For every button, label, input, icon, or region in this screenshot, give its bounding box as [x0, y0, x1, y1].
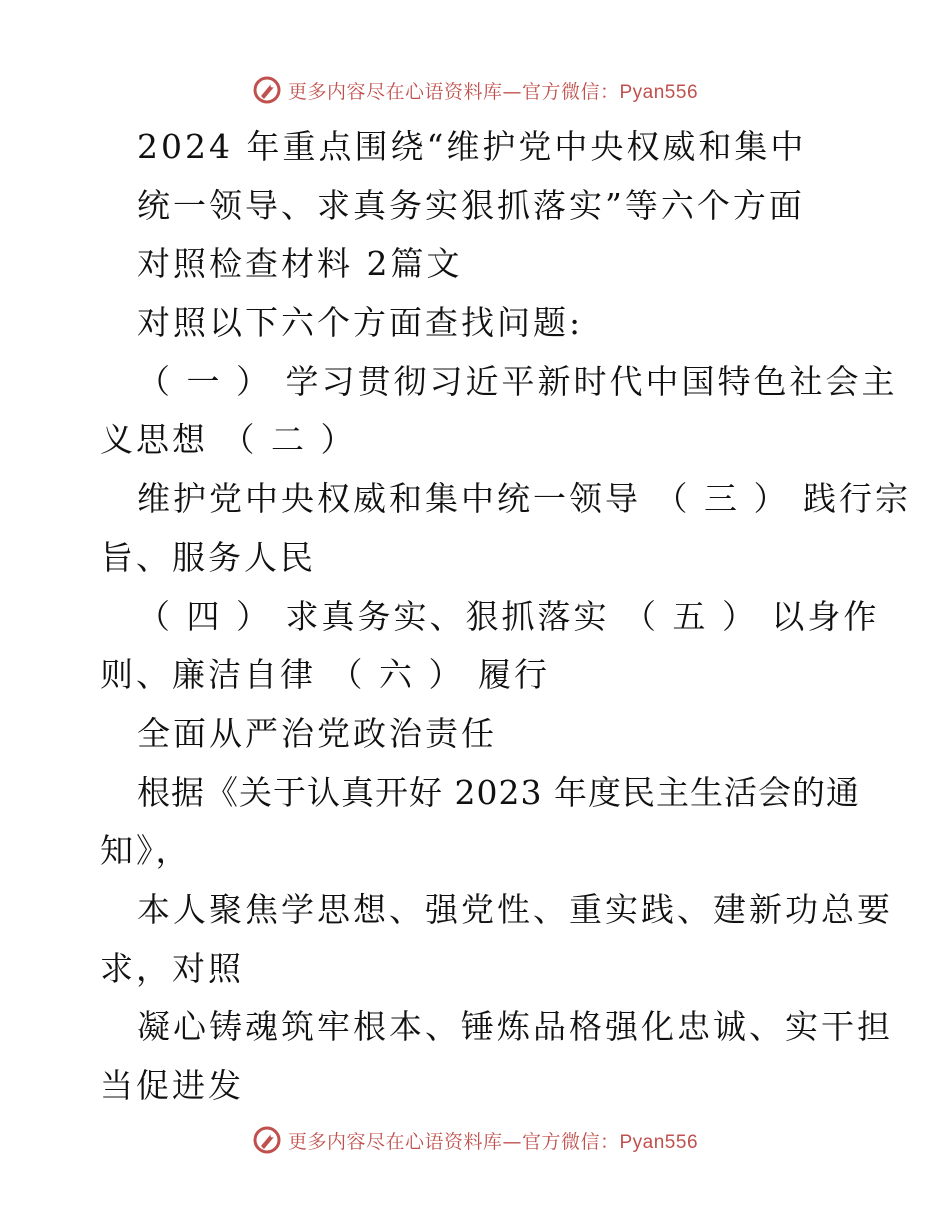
paragraph-line: 全面从严治党政治责任 — [137, 713, 497, 753]
footer-banner — [0, 1120, 950, 1160]
title-line: 统一领导、求真务实狠抓落实”等六个方面 — [137, 185, 805, 225]
title-line: 对照检查材料 2篇文 — [137, 244, 463, 284]
pen-nib-logo-icon — [252, 1125, 282, 1155]
paragraph-line: 义思想 （ 二 ） — [100, 420, 357, 460]
paragraph-line: 维护党中央权威和集中统一领导 （ 三 ） 践行宗 — [137, 479, 911, 519]
paragraph-line: 本人聚焦学思想、强党性、重实践、建新功总要 — [137, 889, 893, 929]
paragraph-line: 则、廉洁自律 （ 六 ） 履行 — [100, 655, 550, 695]
paragraph-line: 旨、服务人民 — [100, 537, 316, 577]
paragraph-line: 求，对照 — [100, 948, 244, 988]
header-banner — [0, 70, 950, 110]
paragraph-line: 凝心铸魂筑牢根本、锤炼品格强化忠诚、实干担 — [137, 1007, 893, 1047]
banner-text: 更多内容尽在心语资料库—官方微信：Pyan556 — [287, 1130, 699, 1153]
paragraph-line: （ 四 ） 求真务实、狠抓落实 （ 五 ） 以身作 — [137, 596, 880, 636]
document-body — [100, 118, 911, 1116]
pen-nib-logo-icon — [252, 75, 282, 105]
title-line: 2024 年重点围绕“维护党中央权威和集中 — [137, 127, 807, 166]
paragraph-line: （ 一 ） 学习贯彻习近平新时代中国特色社会主 — [137, 361, 898, 401]
paragraph-line: 对照以下六个方面查找问题: — [137, 303, 584, 343]
paragraph-line: 根据《关于认真开好 2023 年度民主生活会的通 — [137, 772, 860, 812]
paragraph-line: 当促进发 — [100, 1066, 244, 1105]
banner-text: 更多内容尽在心语资料库—官方微信：Pyan556 — [287, 80, 699, 103]
paragraph-line: 知》， — [100, 831, 192, 871]
